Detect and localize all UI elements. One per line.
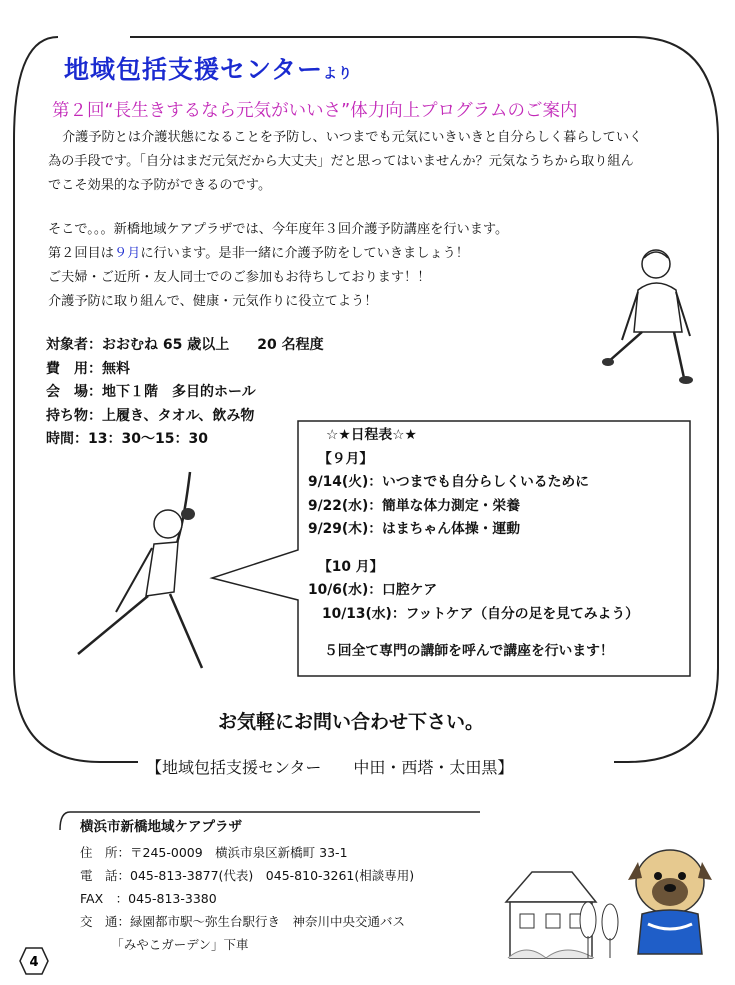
page-title: 地域包括支援センターより — [64, 55, 354, 84]
intro-paragraph: 介護予防とは介護状態になることを予防し、いつまでも元気にいきいきと自分らしく暮らしていく 為の手段です。「自分はまだ元気だから大丈夫」だと思ってはいませんか？元気なうちから取り組ん でこそ効果的な予防ができるのです。 — [48, 130, 643, 193]
page-number-badge — [14, 944, 54, 978]
invitation-paragraph: そこで。。。新橋地域ケアプラザでは、今年度年３回介護予防講座を行います。 第２回目は９月に行います。是非一緒に介護予防をしていきましょう！ ご夫婦・ご近所・友人同士でのご参加もお待ちしております！！ 介護予防に取り組んで、健康・元気作りに役立てよう！ — [48, 222, 509, 309]
program-subtitle: 第２回“長生きするなら元気がいいさ”体力向上プログラムのご案内 — [52, 101, 578, 121]
address-block: 横浜市新橋地域ケアプラザ 住 所：〒245-0009 横浜市泉区新橋町 33-1 電 話：045-813-3877(代表) 045-810-3261(相談専用) FAX ：045-813-3380 交 通：緑園都市駅～弥生台駅行き 神奈川中央交通バス 「みやこガーデン」下車 — [80, 819, 415, 952]
plaza-name: 横浜市新橋地域ケアプラザ — [80, 819, 242, 835]
schedule-list: ☆★日程表☆★ 【９月】 9/14(火)：いつまでも自分らしくいるために 9/22(水)：簡単な体力測定・栄養 9/29(木)：はまちゃん体操・運動 【10 月】 10/6(水)：口腔ケア 10/13(水)：フットケア（自分の足を見てみよう） ５回全て専門の講師を呼んで講座を行います！ — [308, 427, 639, 659]
inquiry-call: お気軽にお問い合わせ下さい。 — [218, 711, 485, 733]
event-details: 対象者：おおむね 65 歳以上 20 名程度 費 用：無料 会 場：地下１階 多目的ホール 持ち物：上履き、タオル、飲み物 時間：13：30～15：30 — [46, 337, 324, 447]
month-highlight: ９月 — [113, 246, 141, 261]
page-number: 4 — [29, 955, 39, 970]
center-staff-line: 【地域包括支援センター 中田・西塔・太田黒】 — [146, 758, 514, 777]
dog-mascot-illustration — [620, 836, 720, 960]
